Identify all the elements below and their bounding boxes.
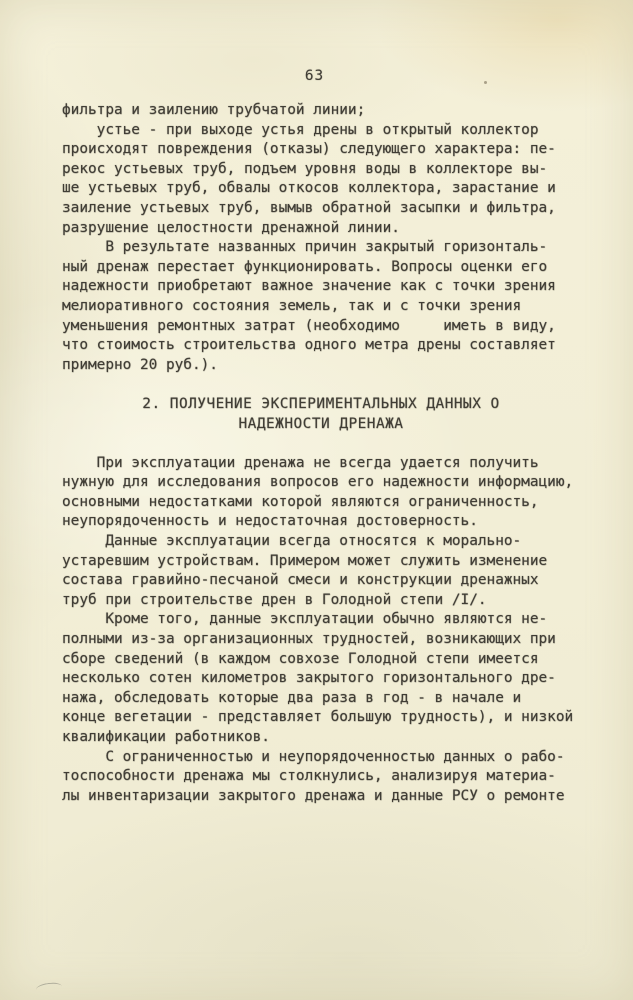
text-line: При эксплуатации дренажа не всегда удается получить [62, 454, 539, 471]
text-line: устье - при выходе устья дрены в открытый коллектор [62, 121, 539, 138]
text-line: устаревшим устройствам. Примером может служить изменение [62, 552, 548, 569]
text-line: фильтра и заилению трубчатой линии; [62, 102, 366, 118]
text-line: сборе сведений (в каждом совхозе Голодной степи имеется [62, 650, 539, 667]
text-line: Данные эксплуатации всегда относятся к морально- [62, 533, 522, 550]
section-heading-line: 2. ПОЛУЧЕНИЕ ЭКСПЕРИМЕНТАЛЬНЫХ ДАННЫХ О [142, 395, 500, 412]
text-line: квалификации работников. [62, 729, 270, 745]
text-line: надежности приобретают важное значение как с точки зрения [62, 278, 556, 295]
text-line: тоспособности дренажа мы столкнулись, анализируя материа- [62, 768, 556, 785]
text-line: Кроме того, данные эксплуатации обычно являются не- [62, 611, 548, 628]
text-line: С ограниченностью и неупорядоченностью данных о рабо- [62, 748, 565, 765]
text-line: примерно 20 руб.). [62, 356, 218, 373]
document-text [62, 101, 580, 806]
text-line: что стоимость строительства одного метра дрены составляет [62, 337, 556, 354]
text-line: полными из-за организационных трудностей, возникающих при [62, 631, 556, 648]
text-line: рекос устьевых труб, подъем уровня воды в коллекторе вы- [62, 160, 548, 177]
text-line: ный дренаж перестает функционировать. Вопросы оценки его [62, 258, 548, 275]
paper-speck [484, 81, 487, 84]
text-line: нажа, обследовать которые два раза в год - в начале и [62, 689, 522, 706]
text-line: ше устьевых труб, обвалы откосов коллектора, зарастание и [62, 180, 556, 197]
text-line: конце вегетации - представляет большую трудность), и низкой [62, 709, 574, 726]
text-line: несколько сотен километров закрытого горизонтального дре- [62, 670, 556, 687]
blank-line [62, 434, 580, 454]
text-line: нужную для исследования вопросов его надежности информацию, [62, 474, 574, 491]
text-line: заиление устьевых труб, вымыв обратной засыпки и фильтра, [62, 199, 556, 216]
page-number: 63 [304, 68, 325, 84]
text-line: уменьшения ремонтных затрат (необходимо иметь в виду, [62, 317, 556, 334]
text-line: происходят повреждения (отказы) следующего характера: пе- [62, 141, 556, 158]
text-line: неупорядоченность и недостаточная достоверность. [62, 513, 478, 530]
section-heading-line: НАДЕЖНОСТИ ДРЕНАЖА [238, 415, 404, 432]
text-line: мелиоративного состояния земель, так и с точки зрения [62, 297, 522, 314]
text-line: состава гравийно-песчаной смеси и конструкции дренажных [62, 572, 539, 589]
blank-line [62, 375, 580, 395]
pencil-mark [35, 981, 62, 994]
text-line: лы инвентаризации закрытого дренажа и данные РСУ о ремонте [62, 787, 565, 804]
text-line: труб при строительстве дрен в Голодной степи /I/. [62, 591, 487, 608]
text-line: разрушение целостности дренажной линии. [62, 219, 400, 236]
text-line: основными недостатками которой являются ограниченность, [62, 493, 539, 510]
text-line: В результате названных причин закрытый горизонталь- [62, 239, 548, 256]
